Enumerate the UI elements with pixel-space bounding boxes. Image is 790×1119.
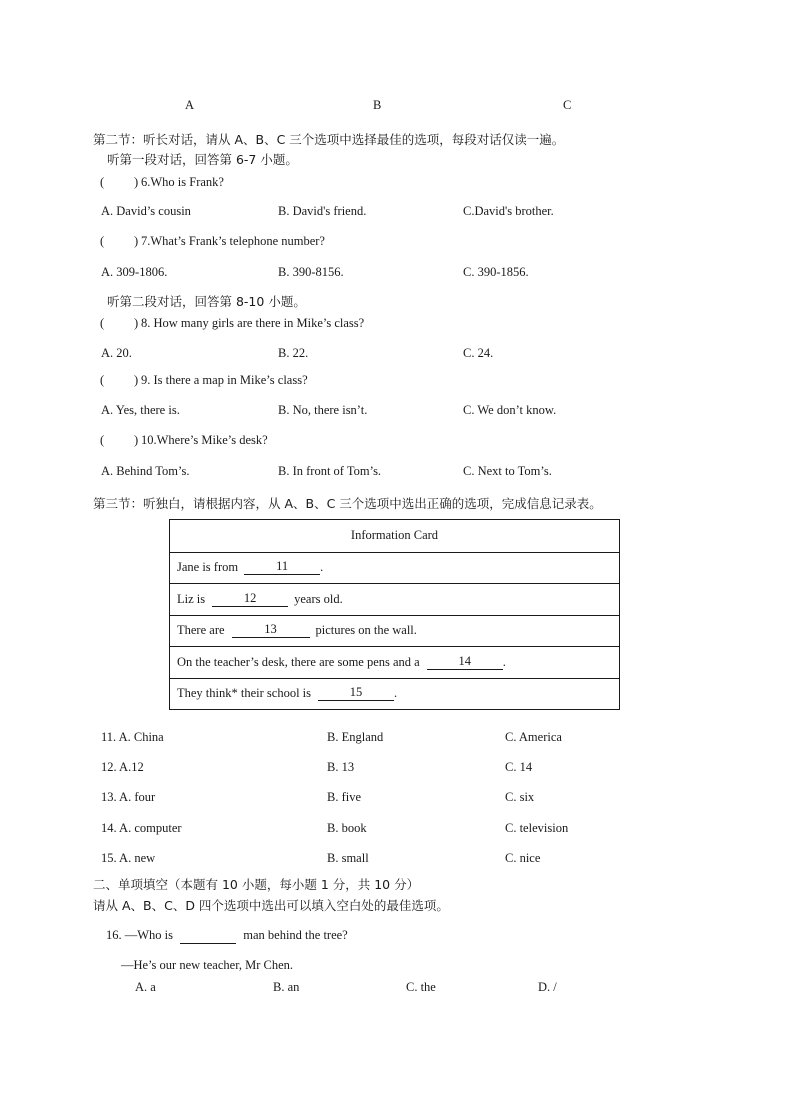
- row-text-post: years old.: [294, 591, 343, 606]
- question-15-option-b: B. small: [327, 851, 369, 865]
- question-6-stem: 6.Who is Frank?: [141, 175, 224, 189]
- question-16-stem-post: man behind the tree?: [243, 928, 348, 942]
- answer-paren-open: (: [100, 316, 105, 330]
- question-14-option-b: B. book: [327, 821, 367, 835]
- question-12-option-a: 12. A.12: [101, 760, 144, 774]
- row-text-post: .: [320, 560, 324, 575]
- dialog2-instruction: 听第二段对话，回答第 8-10 小题。: [107, 294, 306, 309]
- row-text-post: pictures on the wall.: [315, 623, 417, 638]
- question-13-option-c: C. six: [505, 790, 535, 804]
- question-15-option-c: C. nice: [505, 851, 541, 865]
- question-16-stem-pre: 16. —Who is: [106, 928, 174, 942]
- answer-paren-close: ): [134, 433, 139, 447]
- question-6-option-b: B. David's friend.: [278, 204, 367, 218]
- row-text: They think* their school is: [177, 686, 312, 701]
- answer-paren-close: ): [134, 373, 139, 387]
- blank-13: 13: [232, 623, 310, 638]
- question-8-stem: 8. How many girls are there in Mike’s class?: [141, 316, 365, 330]
- row-text-post: .: [502, 654, 506, 669]
- information-card-row: [170, 678, 619, 710]
- information-card-title: [170, 520, 619, 552]
- answer-paren-close: ): [134, 175, 139, 189]
- answer-paren-close: ): [134, 234, 139, 248]
- question-7-option-b: B. 390-8156.: [278, 265, 344, 279]
- answer-paren-close: ): [134, 316, 139, 330]
- question-13-option-a: 13. A. four: [101, 790, 156, 804]
- question-7-option-c: C. 390-1856.: [463, 265, 529, 279]
- question-6-option-a: A. David’s cousin: [101, 204, 191, 218]
- option-label-b: B: [373, 98, 382, 112]
- question-15-option-a: 15. A. new: [101, 851, 156, 865]
- question-10-option-b: B. In front of Tom’s.: [278, 464, 382, 478]
- blank-11: 11: [244, 560, 320, 575]
- row-text: On the teacher’s desk, there are some pens and a: [177, 654, 420, 669]
- question-6-option-c: C.David's brother.: [463, 204, 554, 218]
- question-7-option-a: A. 309-1806.: [101, 265, 168, 279]
- information-card-row: [170, 552, 619, 584]
- question-16-option-c: C. the: [406, 980, 436, 994]
- question-9-option-a: A. Yes, there is.: [101, 403, 180, 417]
- blank-12: 12: [212, 592, 288, 607]
- question-7-stem: 7.What’s Frank’s telephone number?: [141, 234, 325, 248]
- part2-instruction: 请从 A、B、C、D 四个选项中选出可以填入空白处的最佳选项。: [93, 898, 449, 913]
- question-12-option-b: B. 13: [327, 760, 355, 774]
- question-11-option-b: B. England: [327, 730, 384, 744]
- section3-heading: 第三节：听独白，请根据内容，从 A、B、C 三个选项中选出正确的选项，完成信息记录表。: [93, 496, 602, 511]
- part2-heading: 二、单项填空（本题有 10 小题，每小题 1 分，共 10 分）: [93, 877, 420, 892]
- question-16-option-d: D. /: [538, 980, 557, 994]
- question-13-option-b: B. five: [327, 790, 362, 804]
- answer-paren-open: (: [100, 175, 105, 189]
- question-16-reply: —He’s our new teacher, Mr Chen.: [121, 958, 294, 972]
- row-text: Jane is from: [177, 560, 239, 575]
- dialog1-instruction: 听第一段对话，回答第 6-7 小题。: [107, 152, 298, 167]
- section2-heading: 第二节：听长对话，请从 A、B、C 三个选项中选择最佳的选项，每段对话仅读一遍。: [93, 132, 565, 147]
- option-label-a: A: [185, 98, 195, 112]
- question-9-option-c: C. We don’t know.: [463, 403, 557, 417]
- question-11-option-c: C. America: [505, 730, 562, 744]
- question-9-option-b: B. No, there isn’t.: [278, 403, 368, 417]
- question-8-option-c: C. 24.: [463, 346, 494, 360]
- question-14-option-a: 14. A. computer: [101, 821, 182, 835]
- question-8-option-b: B. 22.: [278, 346, 309, 360]
- question-10-option-a: A. Behind Tom’s.: [101, 464, 190, 478]
- answer-paren-open: (: [100, 373, 105, 387]
- row-text: There are: [177, 623, 225, 638]
- row-text-post: .: [394, 686, 398, 701]
- question-14-option-c: C. television: [505, 821, 569, 835]
- information-card-row: [170, 646, 619, 678]
- answer-paren-open: (: [100, 234, 105, 248]
- answer-paren-open: (: [100, 433, 105, 447]
- question-12-option-c: C. 14: [505, 760, 533, 774]
- question-16-stem: [106, 929, 348, 944]
- row-text: Liz is: [177, 591, 206, 606]
- question-10-option-c: C. Next to Tom’s.: [463, 464, 552, 478]
- information-card: [169, 519, 620, 710]
- blank-14: 14: [427, 655, 503, 670]
- question-16-option-a: A. a: [135, 980, 156, 994]
- information-card-row: [170, 615, 619, 647]
- information-card-row: [170, 583, 619, 615]
- option-label-c: C: [563, 98, 572, 112]
- question-9-stem: 9. Is there a map in Mike’s class?: [141, 373, 308, 387]
- blank-16: [180, 929, 236, 944]
- question-8-option-a: A. 20.: [101, 346, 132, 360]
- blank-15: 15: [318, 686, 394, 701]
- question-10-stem: 10.Where’s Mike’s desk?: [141, 433, 268, 447]
- question-16-option-b: B. an: [273, 980, 300, 994]
- information-card-title-text: Information Card: [350, 528, 439, 543]
- question-11-option-a: 11. A. China: [101, 730, 164, 744]
